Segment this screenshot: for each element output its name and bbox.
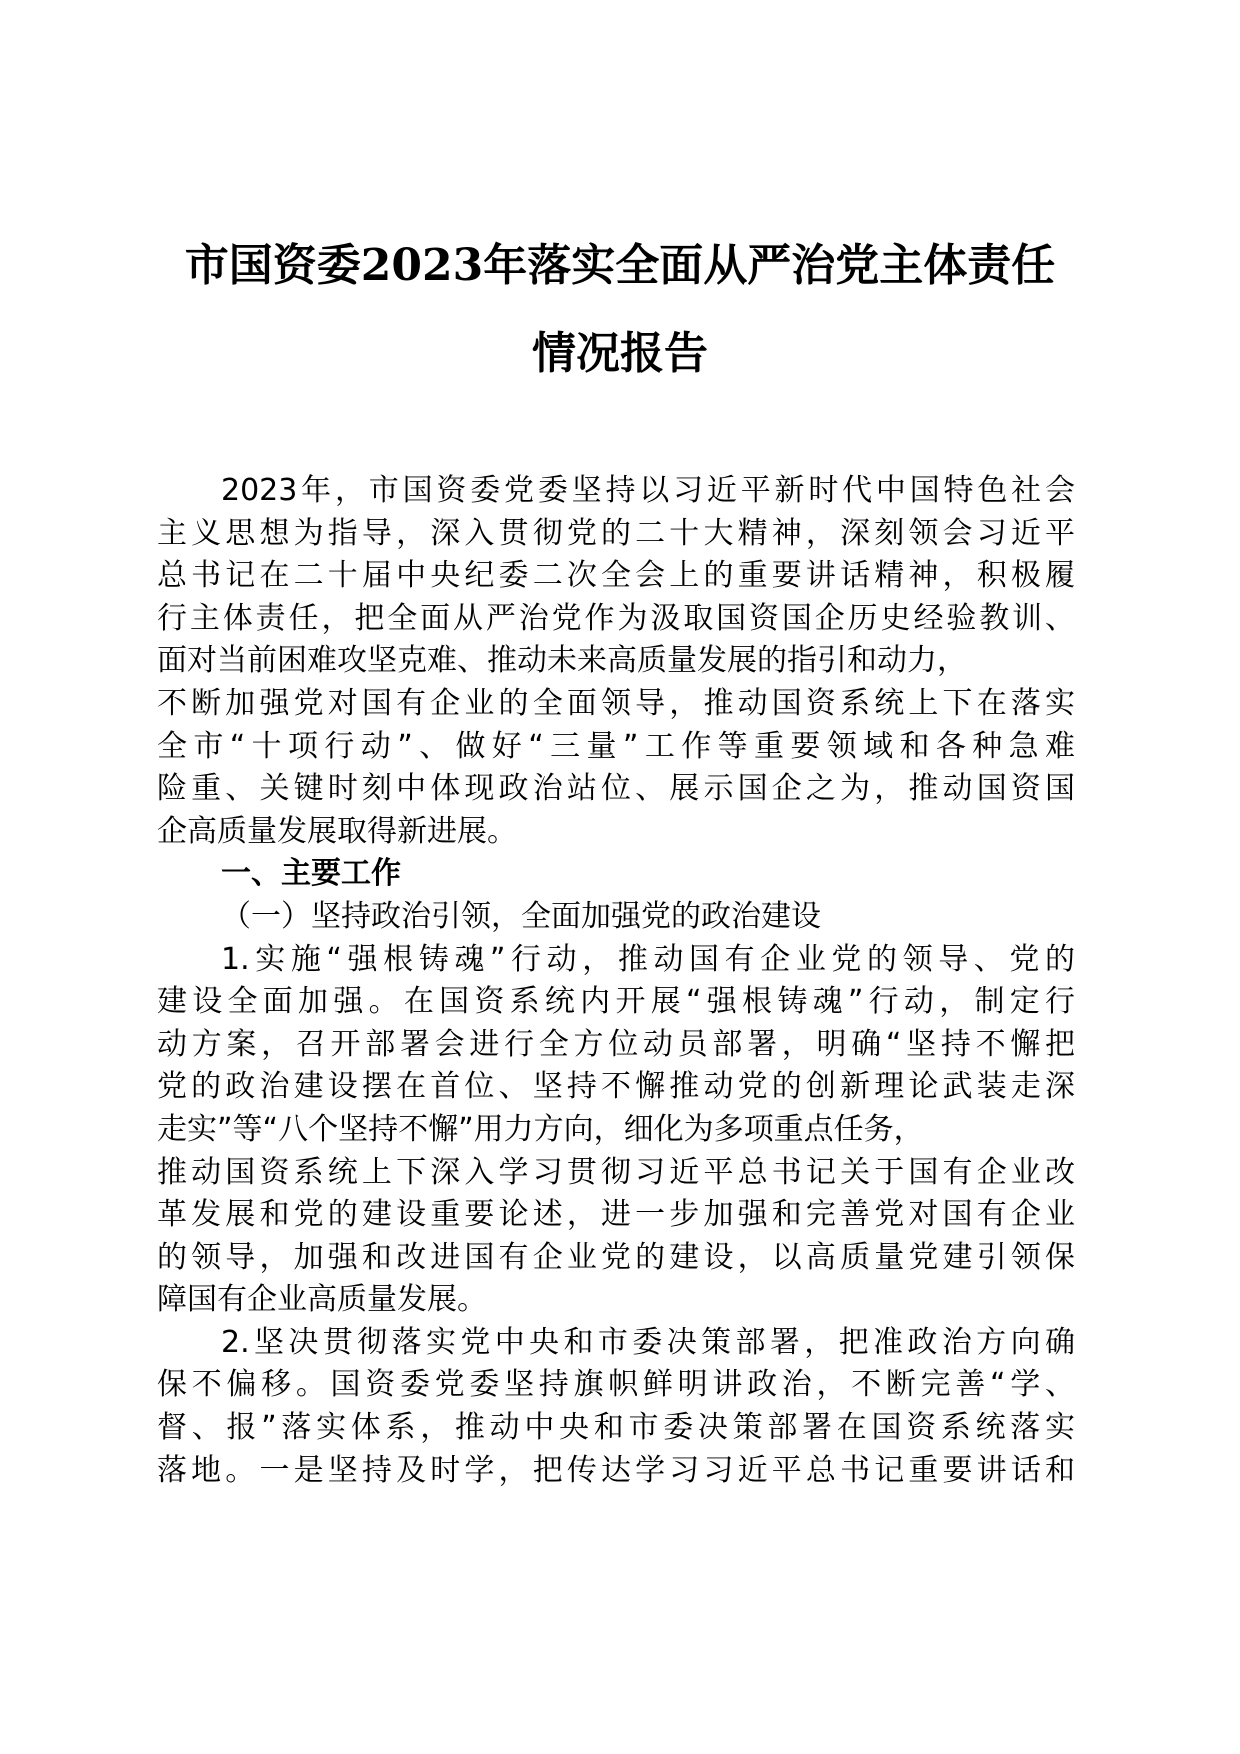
paragraph-line: 面对当前困难攻坚克难、推动未来高质量发展的指引和动力， xyxy=(157,643,967,679)
paragraph-line: 险重、关键时刻中体现政治站位、展示国企之为，推动国资国 xyxy=(157,771,1075,807)
paragraph-line: 2.坚决贯彻落实党中央和市委决策部署，把准政治方向确 xyxy=(221,1324,1075,1360)
paragraph-line: 全市“十项行动”、做好“三量”工作等重要领域和各种急难 xyxy=(157,728,1075,764)
paragraph-line: 企高质量发展取得新进展。 xyxy=(157,813,517,849)
paragraph-line: 1.实施“强根铸魂”行动，推动国有企业党的领导、党的 xyxy=(221,941,1075,977)
paragraph-line: 革发展和党的建设重要论述，进一步加强和完善党对国有企业 xyxy=(157,1197,1075,1233)
document-title xyxy=(140,222,1100,398)
title-line-1: 市国资委2023年落实全面从严治党主体责任 xyxy=(184,240,1056,291)
section-heading: 一、主要工作 xyxy=(221,856,401,892)
paragraph-line: 行主体责任，把全面从严治党作为汲取国资国企历史经验教训、 xyxy=(157,600,1075,636)
paragraph-line: 2023年，市国资委党委坚持以习近平新时代中国特色社会 xyxy=(221,473,1075,508)
paragraph-line: 督、报”落实体系，推动中央和市委决策部署在国资系统落实 xyxy=(157,1410,1075,1446)
paragraph-line: 不断加强党对国有企业的全面领导，推动国资系统上下在落实 xyxy=(157,685,1075,721)
paragraph-line: 主义思想为指导，深入贯彻党的二十大精神，深刻领会习近平 xyxy=(157,515,1075,551)
paragraph-line: 推动国资系统上下深入学习贯彻习近平总书记关于国有企业改 xyxy=(157,1154,1075,1190)
paragraph-line: 走实”等“八个坚持不懈”用力方向，细化为多项重点任务， xyxy=(157,1111,924,1147)
paragraph-line: 动方案，召开部署会进行全方位动员部署，明确“坚持不懈把 xyxy=(157,1026,1075,1062)
document-body xyxy=(157,470,1075,1492)
paragraph-line: 建设全面加强。在国资系统内开展“强根铸魂”行动，制定行 xyxy=(157,984,1075,1020)
paragraph-line: 总书记在二十届中央纪委二次全会上的重要讲话精神，积极履 xyxy=(157,558,1075,594)
paragraph-line: 落地。一是坚持及时学，把传达学习习近平总书记重要讲话和 xyxy=(157,1452,1075,1488)
title-line-2: 情况报告 xyxy=(532,328,708,379)
paragraph-line: 党的政治建设摆在首位、坚持不懈推动党的创新理论武装走深 xyxy=(157,1069,1075,1105)
paragraph-line: 保不偏移。国资委党委坚持旗帜鲜明讲政治，不断完善“学、 xyxy=(157,1367,1075,1403)
paragraph-line: 障国有企业高质量发展。 xyxy=(157,1282,487,1318)
paragraph-line: 的领导，加强和改进国有企业党的建设，以高质量党建引领保 xyxy=(157,1239,1075,1275)
subsection-heading: （一）坚持政治引领，全面加强党的政治建设 xyxy=(221,898,821,934)
